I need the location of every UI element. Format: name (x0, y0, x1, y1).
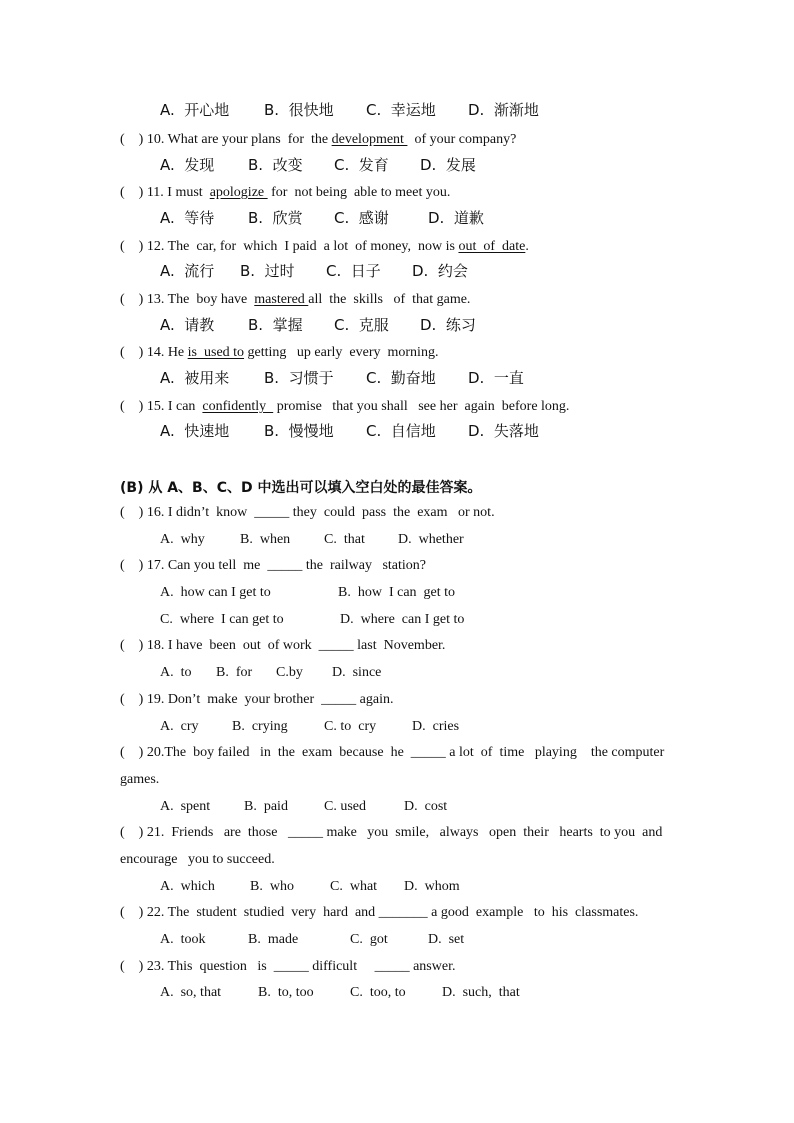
q12-option-c: C. 日子 (326, 262, 381, 280)
q23-option-d: D. such, that (442, 985, 520, 1000)
q18-option-c: C.by (276, 665, 303, 680)
q20-option-a: A. spent (160, 799, 211, 814)
q17-option-c: C. where I can get to (160, 612, 284, 627)
question-18: ( ) 18. I have been out of work _____ last November. (120, 638, 446, 653)
section-b-heading: (B) 从 A、B、C、D 中选出可以填入空白处的最佳答案。 (120, 480, 482, 496)
q20-option-b: B. paid (244, 799, 288, 814)
q17-option-d: D. where can I get to (340, 612, 465, 627)
q11-option-c: C. 感谢 (334, 209, 389, 227)
q22-option-b: B. made (248, 932, 299, 947)
q16-option-a: A. why (160, 532, 205, 547)
q23-option-c: C. too, to (350, 985, 406, 1000)
underlined-word: is used to (187, 345, 245, 360)
q19-option-b: B. crying (232, 719, 288, 734)
q17-option-a: A. how can I get to (160, 585, 271, 600)
q10-option-d: D. 发展 (420, 156, 476, 174)
q15-option-b: B. 慢慢地 (264, 422, 334, 440)
question-15: ( ) 15. I can confidently promise that you shall see her again before long. (120, 399, 570, 414)
q19-option-a: A. cry (160, 719, 199, 734)
question-19: ( ) 19. Don’t make your brother _____ again. (120, 692, 394, 707)
q21-option-d: D. whom (404, 879, 460, 894)
q12-option-b: B. 过时 (240, 262, 295, 280)
question-12: ( ) 12. The car, for which I paid a lot of money, now is out of date. (120, 239, 529, 254)
q21-option-b: B. who (250, 879, 294, 894)
question-13: ( ) 13. The boy have mastered all the skills of that game. (120, 292, 471, 307)
q13-option-a: A. 请教 (160, 316, 215, 334)
q15-option-a: A. 快速地 (160, 422, 230, 440)
q20-option-c: C. used (324, 799, 366, 814)
question-16: ( ) 16. I didn’t know _____ they could pass the exam or not. (120, 505, 495, 520)
q22-option-a: A. took (160, 932, 206, 947)
q16-option-b: B. when (240, 532, 291, 547)
q11-option-a: A. 等待 (160, 209, 215, 227)
q23-option-a: A. so, that (160, 985, 222, 1000)
q21-option-c: C. what (330, 879, 378, 894)
q18-option-d: D. since (332, 665, 382, 680)
question-23: ( ) 23. This question is _____ difficult _____ answer. (120, 959, 456, 974)
q18-option-b: B. for (216, 665, 253, 680)
q12-option-d: D. 约会 (412, 262, 468, 280)
question-20-continuation: games. (120, 772, 160, 787)
underlined-word: confidently (202, 399, 274, 414)
q9-option-c: C. 幸运地 (366, 101, 436, 119)
question-20: ( ) 20.The boy failed in the exam because he _____ a lot of time playing the computer (120, 745, 665, 760)
question-11: ( ) 11. I must apologize for not being able to meet you. (120, 185, 451, 200)
q19-option-d: D. cries (412, 719, 460, 734)
question-21-continuation: encourage you to succeed. (120, 852, 275, 867)
question-22: ( ) 22. The student studied very hard and _______ a good example to his classmates. (120, 905, 639, 920)
underlined-word: out of date (458, 239, 526, 254)
q11-option-d: D. 道歉 (428, 209, 484, 227)
q10-option-b: B. 改变 (248, 156, 303, 174)
underlined-word: development (331, 132, 408, 147)
q15-option-d: D. 失落地 (468, 422, 539, 440)
question-17: ( ) 17. Can you tell me _____ the railway station? (120, 558, 426, 573)
underlined-word: mastered (254, 292, 309, 307)
q13-option-b: B. 掌握 (248, 316, 303, 334)
question-14: ( ) 14. He is used to getting up early every morning. (120, 345, 439, 360)
q21-option-a: A. which (160, 879, 215, 894)
q22-option-d: D. set (428, 932, 465, 947)
q14-option-c: C. 勤奋地 (366, 369, 436, 387)
q15-option-c: C. 自信地 (366, 422, 436, 440)
question-10: ( ) 10. What are your plans for the development of your company? (120, 132, 517, 147)
q13-option-c: C. 克服 (334, 316, 389, 334)
q20-option-d: D. cost (404, 799, 448, 814)
q17-option-b: B. how I can get to (338, 585, 456, 600)
q23-option-b: B. to, too (258, 985, 314, 1000)
q14-option-b: B. 习惯于 (264, 369, 334, 387)
q14-option-a: A. 被用来 (160, 369, 230, 387)
q10-option-a: A. 发现 (160, 156, 215, 174)
q22-option-c: C. got (350, 932, 388, 947)
q9-option-b: B. 很快地 (264, 101, 334, 119)
q14-option-d: D. 一直 (468, 369, 524, 387)
q18-option-a: A. to (160, 665, 192, 680)
q9-option-d: D. 渐渐地 (468, 101, 539, 119)
q19-option-c: C. to cry (324, 719, 377, 734)
q11-option-b: B. 欣赏 (248, 209, 303, 227)
q10-option-c: C. 发育 (334, 156, 389, 174)
question-21: ( ) 21. Friends are those _____ make you smile, always open their hearts to you and (120, 825, 663, 840)
q12-option-a: A. 流行 (160, 262, 215, 280)
q13-option-d: D. 练习 (420, 316, 476, 334)
q9-option-a: A. 开心地 (160, 101, 230, 119)
q16-option-c: C. that (324, 532, 365, 547)
q16-option-d: D. whether (398, 532, 464, 547)
underlined-word: apologize (209, 185, 268, 200)
